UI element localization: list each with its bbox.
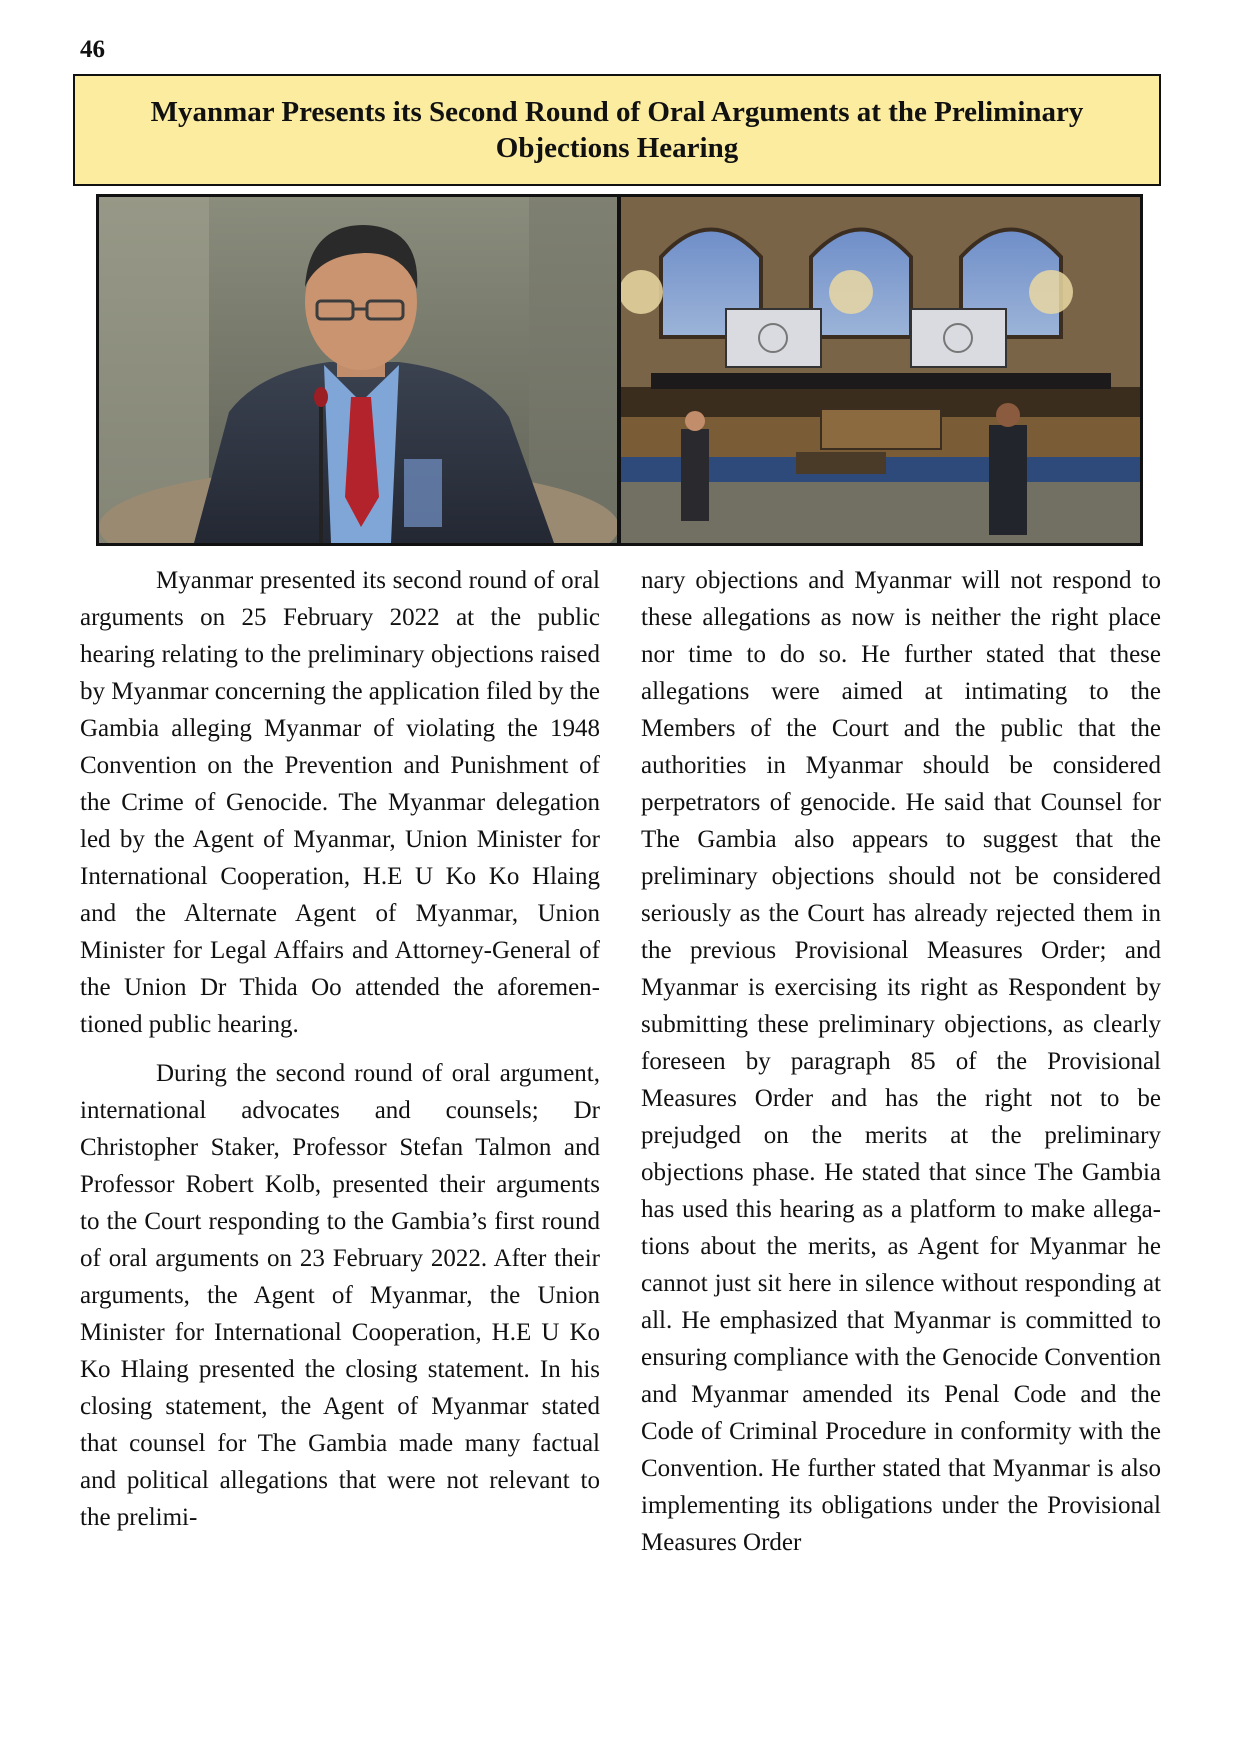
speaker-illustration (99, 197, 617, 543)
paragraph: nary objections and Myanmar will not respond to these allegations as now is neither the right place nor time to do so. He further stated that these allegations were aimed at intimating to the Members of the Court and the public that the authorities in Myanmar should be considered perpetrators of genocide. He said that Counsel for The Gambia also appears to suggest that the preliminary objections should not be considered seriously as the Court has already rejected them in the previous Provisional Measures Order; and Myanmar is exercising its right as Respondent by submitting these preliminary objections, as clearly foreseen by paragraph 85 of the Provisional Measures Order and has the right not to be prejudged on the merits at the preliminary objections phase. He stated that since The Gambia has used this hearing as a platform to make allegations about the merits, as Agent for Myanmar he cannot just sit here in silence without responding at all. He emphasized that Myanmar is committed to ensuring compliance with the Genocide Convention and Myanmar amended its Penal Code and the Code of Criminal Procedure in conformity with the Convention. He further stated that Myanmar is also implementing its obligations under the Provisional Measures Order (641, 567, 1162, 1556)
paragraph: Myanmar presented its second round of oral arguments on 25 February 2022 at the public hearing relating to the preliminary objections raised by Myanmar concerning the application filed by the Gambia alleging Myanmar of violating the 1948 Convention on the Prevention and Punishment of the Crime of Genocide. The Myanmar delegation led by the Agent of Myanmar, Union Minister for International Cooperation, H.E U Ko Ko Hlaing and the Alternate Agent of Myanmar, Union Minister for Legal Affairs and Attorney-General of the Union Dr Thida Oo attended the aforementioned public hearing. (80, 567, 600, 1038)
article-title: Myanmar Presents its Second Round of Oral Arguments at the Preliminary Objections Hearing (150, 96, 1084, 164)
paragraph: During the second round of oral argument, international advocates and counsels; Dr Christopher Staker, Professor Stefan Talmon and Professor Robert Kolb, presented their arguments to the Court responding to the Gambia’s first round of oral arguments on 23 February 2022. After their arguments, the Agent of Myanmar, the Union Minister for International Cooperation, H.E U Ko Ko Hlaing presented the closing statement. In his closing statement, the Agent of Myanmar stated that counsel for The Gambia made many factual and political allegations that were not relevant to the prelimi- (80, 1060, 600, 1531)
right-column (641, 562, 1161, 1573)
page-number: 46 (80, 36, 105, 63)
title-box (73, 74, 1161, 186)
photo-strip (96, 194, 1143, 546)
speaker-at-podium-photo (99, 197, 617, 543)
left-column (80, 562, 600, 1548)
courtroom-illustration (621, 197, 1140, 543)
courtroom-photo (621, 197, 1140, 543)
